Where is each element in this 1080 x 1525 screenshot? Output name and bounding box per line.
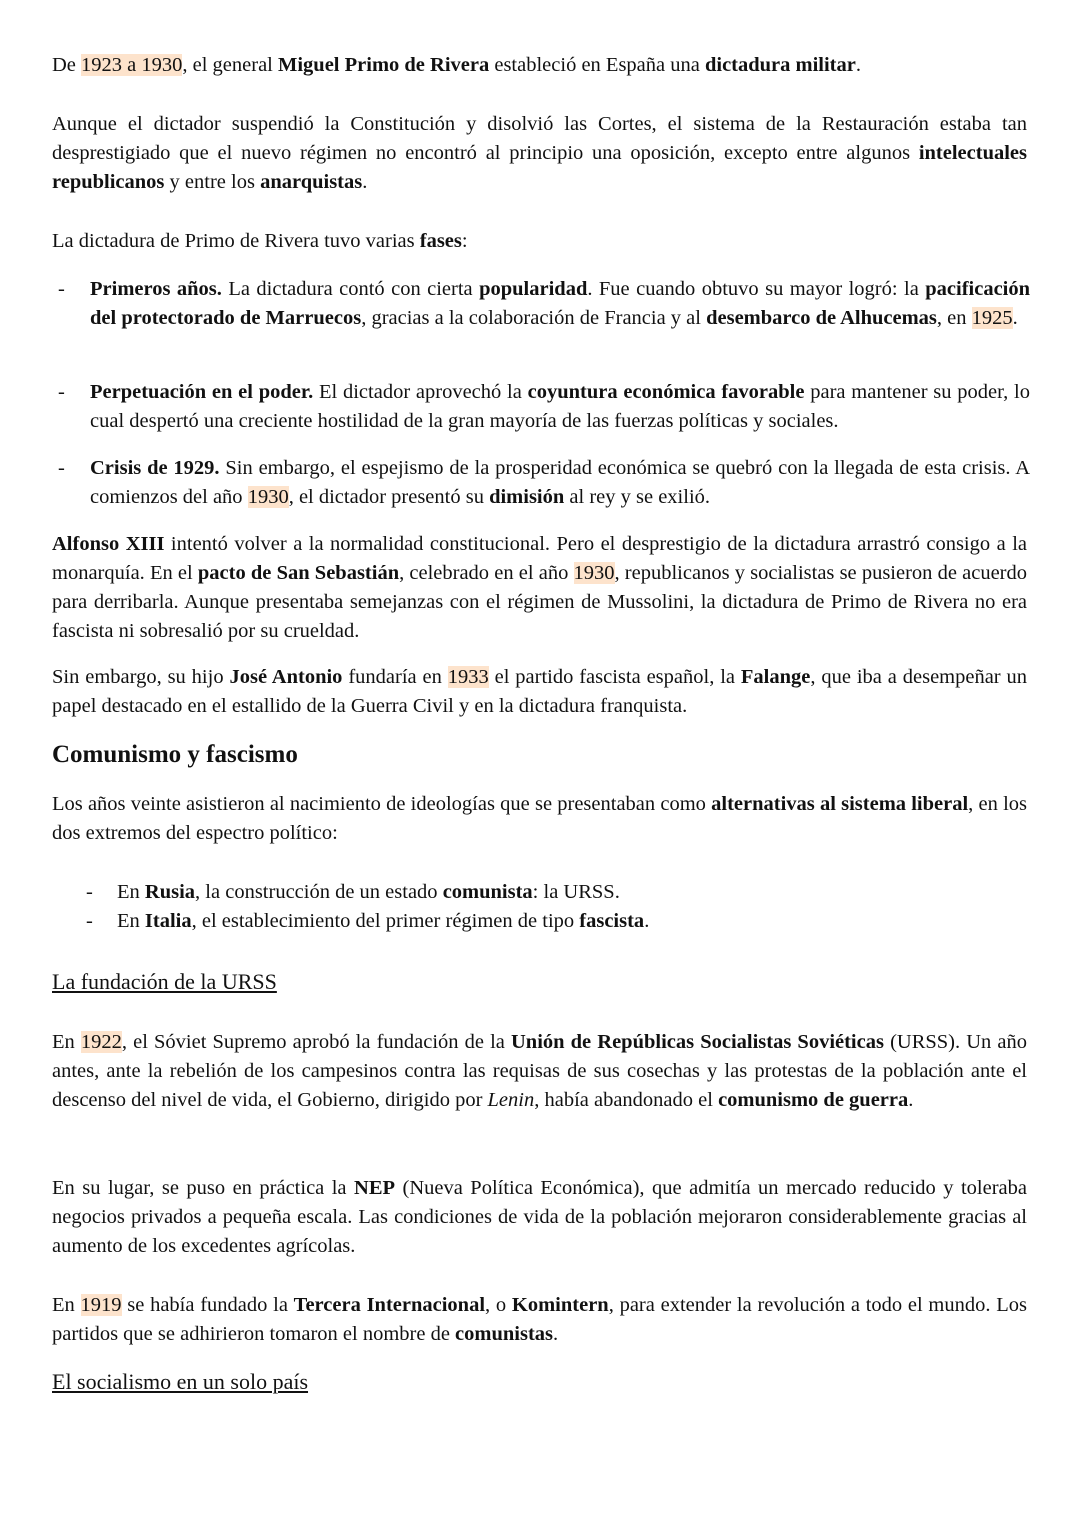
text-run: fundaría en bbox=[342, 665, 448, 688]
bold-text: Crisis de 1929. bbox=[90, 456, 220, 479]
text-run: , que iba a desempeñar un papel destacado en el estallido de la Guerra Civil y en la dictadura franquista. bbox=[52, 665, 1028, 717]
text-run: , gracias a la colaboración de Francia y al bbox=[361, 306, 707, 329]
bold-text: Rusia bbox=[144, 880, 196, 903]
text-run: , en bbox=[936, 306, 972, 329]
text-run: El socialismo en un solo país bbox=[52, 1369, 309, 1394]
text-run: , o bbox=[485, 1293, 512, 1316]
text-run: Los años veinte asistieron al nacimiento de ideologías que se presentaban como bbox=[52, 792, 712, 815]
bold-text: fases bbox=[419, 229, 462, 252]
bold-text: Perpetuación en el poder. bbox=[90, 380, 314, 403]
text-run: , el general bbox=[182, 53, 279, 76]
bold-text: comunismo de guerra bbox=[718, 1088, 909, 1111]
paragraph bbox=[52, 110, 1027, 197]
list-item bbox=[86, 907, 1017, 936]
text-run: , el establecimiento del primer régimen de tipo bbox=[191, 909, 580, 932]
list-bullet: - bbox=[86, 909, 93, 932]
bold-text: pacificación del protectorado de Marruecos bbox=[90, 277, 1031, 329]
bold-text: Alfonso XIII bbox=[52, 532, 165, 555]
bold-text: alternativas al sistema liberal bbox=[711, 792, 969, 815]
text-run: Sin embargo, el espejismo de la prosperidad económica se quebró con la llegada de esta crisis. A comienzos del año bbox=[90, 456, 1031, 508]
text-run: . bbox=[362, 170, 368, 193]
text-run: En bbox=[52, 1030, 81, 1053]
text-run: Aunque el dictador suspendió la Constitución y disolvió las Cortes, el sistema de la Restauración estaba tan desprestigiado que el nuevo régimen no encontró al principio una oposición, excepto entre algunos bbox=[52, 112, 1027, 164]
text-run: La fundación de la URSS bbox=[52, 969, 277, 994]
bold-text: anarquistas bbox=[260, 170, 363, 193]
paragraph bbox=[52, 790, 1027, 848]
text-run: para mantener su poder, lo cual despertó una creciente hostilidad de la gran mayoría de las fuerzas políticas y sociales. bbox=[90, 380, 1030, 432]
bold-text: Falange bbox=[740, 665, 811, 688]
bold-text: Komintern bbox=[511, 1293, 609, 1316]
bold-text: fascista bbox=[579, 909, 645, 932]
text-run: , había abandonado el bbox=[534, 1088, 719, 1111]
bold-text: Italia bbox=[144, 909, 192, 932]
text-run: y entre los bbox=[164, 170, 261, 193]
paragraph bbox=[52, 51, 1027, 80]
text-run: , para extender la revolución a todo el mundo. Los partidos que se adhirieron tomaron el nombre de bbox=[52, 1293, 1027, 1345]
bold-text: pacto de San Sebastián bbox=[197, 561, 400, 584]
text-run: , el Sóviet Supremo aprobó la fundación de la bbox=[121, 1030, 511, 1053]
bold-text: Miguel Primo de Rivera bbox=[278, 53, 490, 76]
paragraph bbox=[52, 663, 1027, 721]
bold-text: desembarco de Alhucemas bbox=[706, 306, 937, 329]
text-run: . bbox=[1012, 306, 1018, 329]
bold-text: comunista bbox=[442, 880, 533, 903]
text-run: intentó volver a la normalidad constitucional. Pero el desprestigio de la dictadura arrastró consigo a la monarquía. En el bbox=[52, 532, 1027, 584]
subsection-heading bbox=[52, 1367, 1027, 1397]
text-run: , el dictador presentó su bbox=[288, 485, 490, 508]
bold-text: comunistas bbox=[455, 1322, 554, 1345]
section-heading bbox=[52, 739, 1027, 771]
bold-text: popularidad bbox=[479, 277, 588, 300]
list-item bbox=[58, 454, 1031, 512]
list-item bbox=[58, 378, 1030, 436]
list-bullet: - bbox=[86, 880, 93, 903]
text-run: . bbox=[644, 909, 650, 932]
text-run: se había fundado la bbox=[121, 1293, 294, 1316]
bold-text: NEP bbox=[354, 1176, 396, 1199]
text-run: En bbox=[117, 880, 145, 903]
highlighted-date: 1930 bbox=[573, 561, 615, 584]
text-run: al rey y se exilió. bbox=[564, 485, 711, 508]
bold-text: Primeros años. bbox=[90, 277, 222, 300]
text-run: , en los dos extremos del espectro político: bbox=[52, 792, 1027, 844]
text-run: Sin embargo, su hijo bbox=[52, 665, 230, 688]
text-run: , celebrado en el año bbox=[399, 561, 574, 584]
subsection-heading bbox=[52, 967, 1027, 997]
list-bullet: - bbox=[58, 277, 65, 300]
text-run: (Nueva Política Económica), que admitía un mercado reducido y toleraba negocios privados a pequeña escala. Las condiciones de vida de la población mejoraron considerablemente gracias al aumento de los excedentes agrícolas. bbox=[52, 1176, 1027, 1257]
highlighted-date: 1919 bbox=[80, 1293, 122, 1316]
list-bullet: - bbox=[58, 456, 65, 479]
text-run: En bbox=[52, 1293, 81, 1316]
list-bullet: - bbox=[58, 380, 65, 403]
paragraph bbox=[52, 1174, 1027, 1261]
text-run: En su lugar, se puso en práctica la bbox=[52, 1176, 355, 1199]
paragraph bbox=[52, 227, 1027, 256]
italic-text: Lenin bbox=[487, 1088, 535, 1111]
text-run: La dictadura de Primo de Rivera tuvo varias bbox=[52, 229, 420, 252]
text-run: . bbox=[908, 1088, 914, 1111]
text-run: . bbox=[553, 1322, 559, 1345]
list-item bbox=[58, 275, 1031, 333]
text-run: (URSS). Un año antes, ante la rebelión de los campesinos contra las requisas de sus cosechas y las protestas de la población ante el descenso del nivel de vida, el Gobierno, dirigido por bbox=[52, 1030, 1027, 1111]
bold-text: dimisión bbox=[489, 485, 565, 508]
paragraph bbox=[52, 1028, 1027, 1115]
text-run: La dictadura contó con cierta bbox=[221, 277, 480, 300]
list-item bbox=[86, 878, 1017, 907]
text-run: Comunismo y fascismo bbox=[52, 741, 298, 768]
paragraph bbox=[52, 1291, 1027, 1349]
bold-text: intelectuales republicanos bbox=[52, 141, 1027, 193]
paragraph bbox=[52, 530, 1027, 646]
text-run: El dictador aprovechó la bbox=[313, 380, 528, 403]
bold-text: Tercera Internacional bbox=[293, 1293, 486, 1316]
text-run: , republicanos y socialistas se pusieron de acuerdo para derribarla. Aunque presentaba semejanzas con el régimen de Mussolini, la dictadura de Primo de Rivera no era fascista ni sobresalió por su crueldad. bbox=[52, 561, 1027, 642]
text-run: En bbox=[117, 909, 145, 932]
text-run: : bbox=[461, 229, 468, 252]
text-run: . Fue cuando obtuvo su mayor logró: la bbox=[587, 277, 926, 300]
bold-text: dictadura militar bbox=[704, 53, 856, 76]
text-run: . bbox=[855, 53, 861, 76]
bold-text: José Antonio bbox=[229, 665, 343, 688]
highlighted-date: 1922 bbox=[80, 1030, 122, 1053]
text-run: De bbox=[52, 53, 82, 76]
highlighted-date: 1933 bbox=[447, 665, 489, 688]
text-run: , la construcción de un estado bbox=[195, 880, 443, 903]
bold-text: coyuntura económica favorable bbox=[527, 380, 805, 403]
highlighted-date: 1923 a 1930 bbox=[81, 53, 183, 76]
text-run: estableció en España una bbox=[489, 53, 705, 76]
text-run: : la URSS. bbox=[532, 880, 620, 903]
text-run: el partido fascista español, la bbox=[488, 665, 741, 688]
bold-text: Unión de Repúblicas Socialistas Soviéticas bbox=[511, 1030, 884, 1053]
highlighted-date: 1925 bbox=[971, 306, 1013, 329]
highlighted-date: 1930 bbox=[247, 485, 289, 508]
